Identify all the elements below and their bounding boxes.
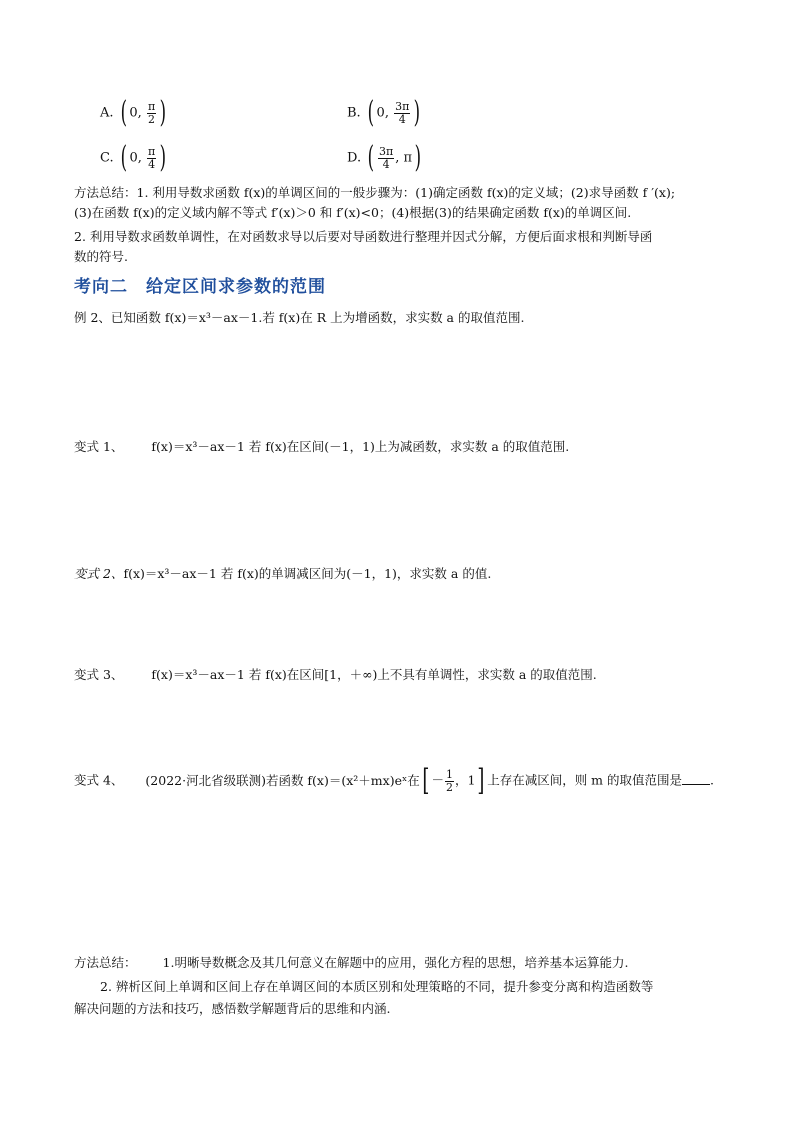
method-summary-1 [74,183,675,267]
summary2-line1: 1.明晰导数概念及其几何意义在解题中的应用，强化方程的思想，培养基本运算能力. [162,955,629,970]
option-d-fraction: $\frac{3\pi}{4}$ [378,144,394,171]
summary2-line3: 解决问题的方法和技巧，感悟数学解题背后的思维和内涵. [74,1001,391,1016]
option-d-right: , π [395,150,412,166]
summary2-label: 方法总结： [74,955,137,970]
left-paren: ( [120,140,127,175]
option-b [347,95,423,130]
variant4-interval-right: ，1 [455,772,476,788]
variant-3 [74,665,597,685]
option-c-fraction: $\frac{\pi}{4}$ [148,144,156,171]
example2-label: 例 2、已知函数 [74,310,165,325]
variant1-label: 变式 1、 [74,439,124,454]
summary1-line1: 方法总结：1. 利用导数求函数 f(x)的单调区间的一般步骤为：(1)确定函数 f(x)的定义域；(2)求导函数 f ′(x); [74,185,676,200]
variant3-label: 变式 3、 [74,667,124,682]
option-d [347,140,424,175]
variant-2 [74,564,491,584]
option-a-fraction: $\frac{\pi}{2}$ [147,99,156,126]
option-d-letter: D. [347,150,362,166]
variant4-text-after: 上存在减区间，则 m 的取值范围是 [487,772,682,788]
variant4-period: . [710,772,714,788]
method-summary-2 [74,953,653,1019]
option-b-letter: B. [347,105,361,121]
left-bracket: [ [422,763,430,798]
variant4-text-before: (2022·河北省级联测)若函数 f(x)＝(x²＋mx)eˣ在 [145,772,420,788]
variant2-text: f(x)＝x³－ax－1 若 f(x)的单调减区间为(－1，1)，求实数 a 的值. [123,566,492,581]
right-paren: ) [159,140,167,175]
summary1-line4: 数的符号. [74,249,128,264]
option-a-left: 0, [129,105,142,121]
summary1-line2: (3)在函数 f(x)的定义域内解不等式 f′(x)＞0 和 f′(x)<0；(4)根据(3)的结果确定函数 f(x)的单调区间. [74,205,632,220]
left-paren: ( [367,95,374,130]
example-2 [74,308,524,328]
summary1-line3: 2. 利用导数求函数单调性，在对函数求导以后要对导函数进行整理并因式分解，方便后面求根和判断导函 [74,229,653,244]
option-a-letter: A. [100,105,114,121]
option-b-fraction: $\frac{3\pi}{4}$ [395,99,410,126]
variant3-text: f(x)＝x³－ax－1 若 f(x)在区间[1，＋∞)上不具有单调性，求实数 a 的取值范围. [151,667,597,682]
variant2-label: 变式 2、 [74,566,124,581]
variant-4 [74,763,714,798]
variant-1 [74,437,569,457]
variant4-label: 变式 4、 [74,772,124,788]
summary2-line2: 2. 辨析区间上单调和区间上存在单调区间的本质区别和处理策略的不同，提升参变分离和构造函数等 [100,979,654,994]
option-b-left: 0, [376,105,389,121]
answer-blank[interactable] [682,772,710,785]
right-paren: ) [414,140,422,175]
option-c-letter: C. [100,150,114,166]
variant4-minus: － [431,772,445,788]
variant1-text: f(x)＝x³－ax－1 若 f(x)在区间(－1，1)上为减函数，求实数 a 的取值范围. [151,439,570,454]
left-paren: ( [120,95,127,130]
right-paren: ) [413,95,421,130]
left-paren: ( [367,140,375,175]
option-a [100,95,169,130]
right-paren: ) [159,95,167,130]
option-c [100,140,169,175]
right-bracket: ] [477,763,485,798]
section-heading: 考向二 给定区间求参数的范围 [74,277,326,297]
variant4-fraction: $\frac{1}{2}$ [446,767,454,794]
example2-text: f(x)＝x³－ax－1.若 f(x)在 R 上为增函数，求实数 a 的取值范围. [164,310,525,325]
option-c-left: 0, [129,150,142,166]
